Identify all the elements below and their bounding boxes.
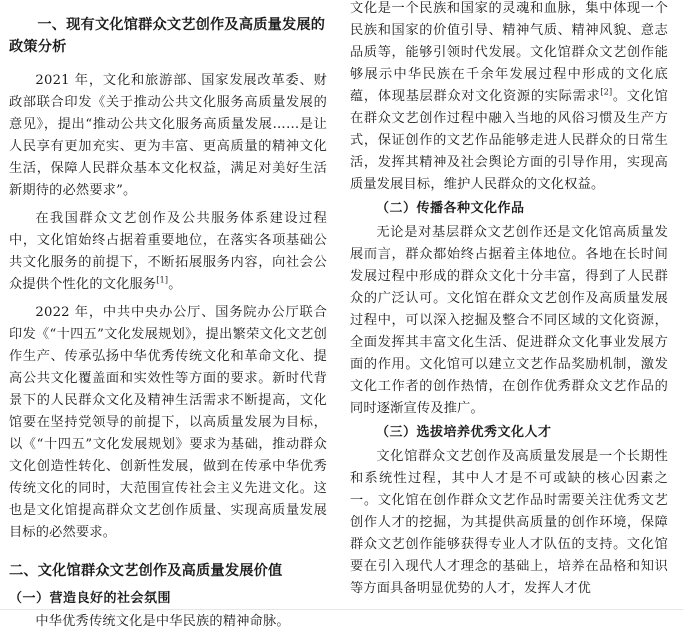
paragraph: 2022 年，中共中央办公厅、国务院办公厅联合印发《“十四五”文化发展规划》，提出繁荣文化文艺创作生产、传承弘扬中华优秀传统文化和革命文化、提高公共文化覆盖面和实效性等方面的要求。新时代背景下的人民群众文化及精神生活需求不断提高，文化馆要在坚持党领导的前提下，以高质量发展为目标，以《“十四五”文化发展规划》要求为基础，推动群众文化创造性转化、创新性发展，做到在传承中华优秀传统文化的同时，大范围宣传社会主义先进文化。这也是文化馆提高群众文艺创作质量、实现高质量发展目标的必然要求。 <box>9 305 327 540</box>
paragraph-text: 。文化馆在群众文艺创作过程中融入当地的风俗习惯及生产方式，保证创作的文艺作品能够走进人民群众的日常生活，发挥其精神及社会舆论方面的引导作用，实现高质量发展目标，维护人民群众的文化权益。 <box>350 89 668 192</box>
paragraph <box>9 208 327 296</box>
citation-ref: [2] <box>600 87 613 97</box>
paragraph-text: 文化是一个民族和国家的灵魂和血脉，集中体现一个民族和国家的价值引导、精神气质、精神风貌、意志品质等，能够引领时代发展。文化馆群众文艺创作能够展示中华民族在千余年发展过程中形成的文化底蕴，体现基层群众对文化资源的实际需求 <box>350 1 668 104</box>
paragraph: 2021 年，文化和旅游部、国家发展改革委、财政部联合印发《关于推动公共文化服务高质量发展的意见》，提出“推动公共文化服务高质量发展……是让人民享有更加充实、更为丰富、更高质量的精神文化生活，保障人民群众基本文化权益，满足对美好生活新期待的必然要求”。 <box>9 73 327 198</box>
paragraph-text: 。 <box>168 277 182 292</box>
citation-ref: [1] <box>156 275 169 285</box>
subsection-heading: （一）营造良好的社会氛围 <box>9 591 172 606</box>
paragraph-text: 在我国群众文艺创作及公共服务体系建设过程中，文化馆始终占据着重要地位，在落实各项基础公共文化服务的前提下，不断拓展服务内容，向社会公众提供个性化的文化服务 <box>9 211 327 292</box>
paragraph: 无论是对基层群众文艺创作还是文化馆高质量发展而言，群众都始终占据着主体地位。各地在长时间发展过程中形成的群众文化十分丰富，得到了人民群众的广泛认可。文化馆在群众文艺创作及高质量发展过程中，可以深入挖掘及整合不同区域的文化资源，全面发挥其丰富文化生活、促进群众文化事业发展方面的作用。文化馆可以建立文艺作品奖励机制，激发文化工作者的创作热情，在创作优秀群众文艺作品的同时逐渐宣传及推广。 <box>350 225 668 416</box>
section-heading-2: 二、文化馆群众文艺创作及高质量发展价值 <box>9 563 283 579</box>
right-column <box>350 0 668 600</box>
left-column <box>9 14 327 633</box>
subsection-heading: （三）选拔培养优秀文化人才 <box>376 425 552 440</box>
subsection-heading: （二）传播各种文化作品 <box>376 201 525 216</box>
paragraph: 中华优秀传统文化是中华民族的精神命脉。 <box>35 614 290 629</box>
paragraph <box>350 0 668 196</box>
page-bottom-divider <box>0 609 683 610</box>
section-heading-1: 一、现有文化馆群众文艺创作及高质量发展的政策分析 <box>9 17 326 55</box>
paragraph: 文化馆群众文艺创作及高质量发展是一个长期性和系统性过程，其中人才是不可或缺的核心因素之一。文化馆在创作群众文艺作品时需要关注优秀文艺创作人才的挖掘，为其提供高质量的创作环境，保障群众文艺创作能够获得专业人才队伍的支持。文化馆要在引入现代人才理念的基础上，培养在品格和知识等方面具备明显优势的人才，发挥人才优 <box>350 449 668 596</box>
